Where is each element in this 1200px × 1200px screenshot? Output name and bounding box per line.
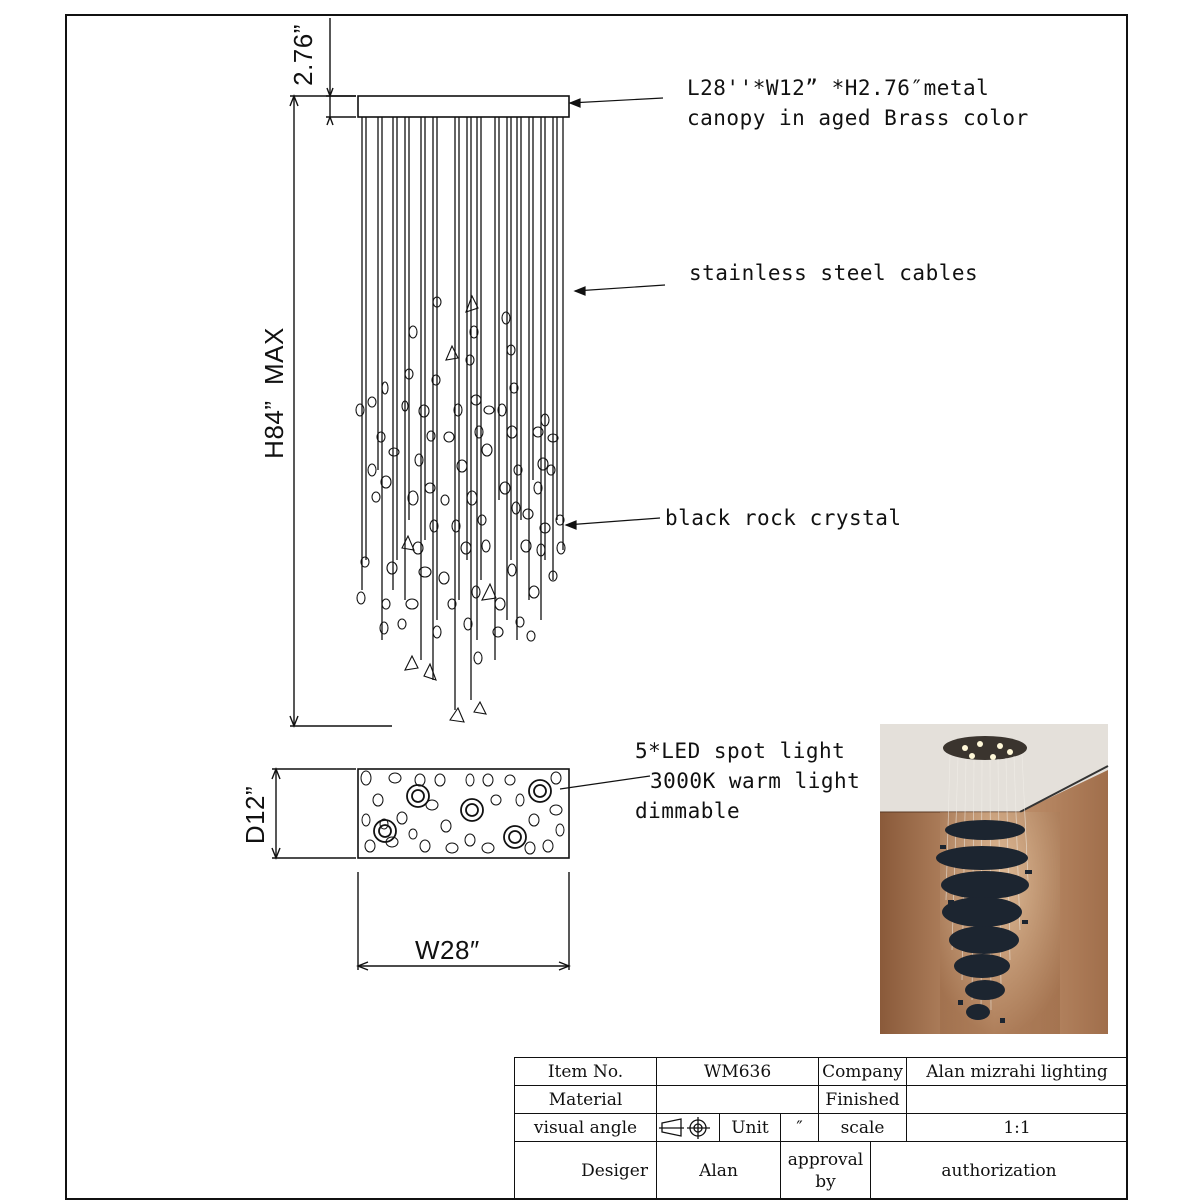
depth-dimension: D12”	[240, 785, 271, 845]
leader-lines	[560, 98, 665, 789]
unit-label: Unit	[720, 1114, 781, 1142]
approval-label-line1: approval	[787, 1149, 864, 1170]
scale-value: 1:1	[907, 1114, 1128, 1142]
led-callout-line2: 3000K warm light	[650, 769, 861, 793]
scale-label: scale	[819, 1114, 907, 1142]
authorization-label: authorization	[871, 1142, 1128, 1200]
cables-callout: stainless steel cables	[689, 261, 979, 285]
canopy	[358, 96, 569, 117]
designer-label: Desiger	[515, 1142, 657, 1200]
unit-value: ″	[781, 1114, 819, 1142]
led-callout-line3: dimmable	[635, 799, 741, 823]
visual-angle-symbol-cell	[657, 1114, 720, 1142]
finished-value	[907, 1086, 1128, 1114]
black-rock-crystals	[356, 296, 565, 722]
visual-angle-label: visual angle	[515, 1114, 657, 1142]
overall-height-dimension: H84” MAX	[258, 327, 289, 459]
crystal-callout: black rock crystal	[665, 506, 902, 530]
led-spot-lights	[374, 780, 551, 848]
led-callout-line1: 5*LED spot light	[635, 739, 846, 763]
company-label: Company	[819, 1058, 907, 1086]
company-value: Alan mizrahi lighting	[907, 1058, 1128, 1086]
approval-label	[781, 1142, 871, 1200]
designer-value: Alan	[657, 1142, 781, 1200]
material-value	[657, 1086, 819, 1114]
material-label: Material	[515, 1086, 657, 1114]
approval-label-line2: by	[815, 1171, 836, 1192]
canopy-plan	[358, 769, 569, 858]
elevation-view	[287, 18, 569, 726]
item-no-value: WM636	[657, 1058, 819, 1086]
canopy-height-dimension: 2.76”	[287, 24, 318, 86]
finished-label: Finished	[819, 1086, 907, 1114]
title-block	[514, 1057, 1128, 1200]
canopy-callout-line1: L28''*W12” *H2.76″metal	[687, 76, 990, 100]
item-no-label: Item No.	[515, 1058, 657, 1086]
product-photo	[880, 724, 1108, 1034]
canopy-callout-line2: canopy in aged Brass color	[687, 106, 1029, 130]
width-dimension: W28″	[415, 935, 480, 965]
